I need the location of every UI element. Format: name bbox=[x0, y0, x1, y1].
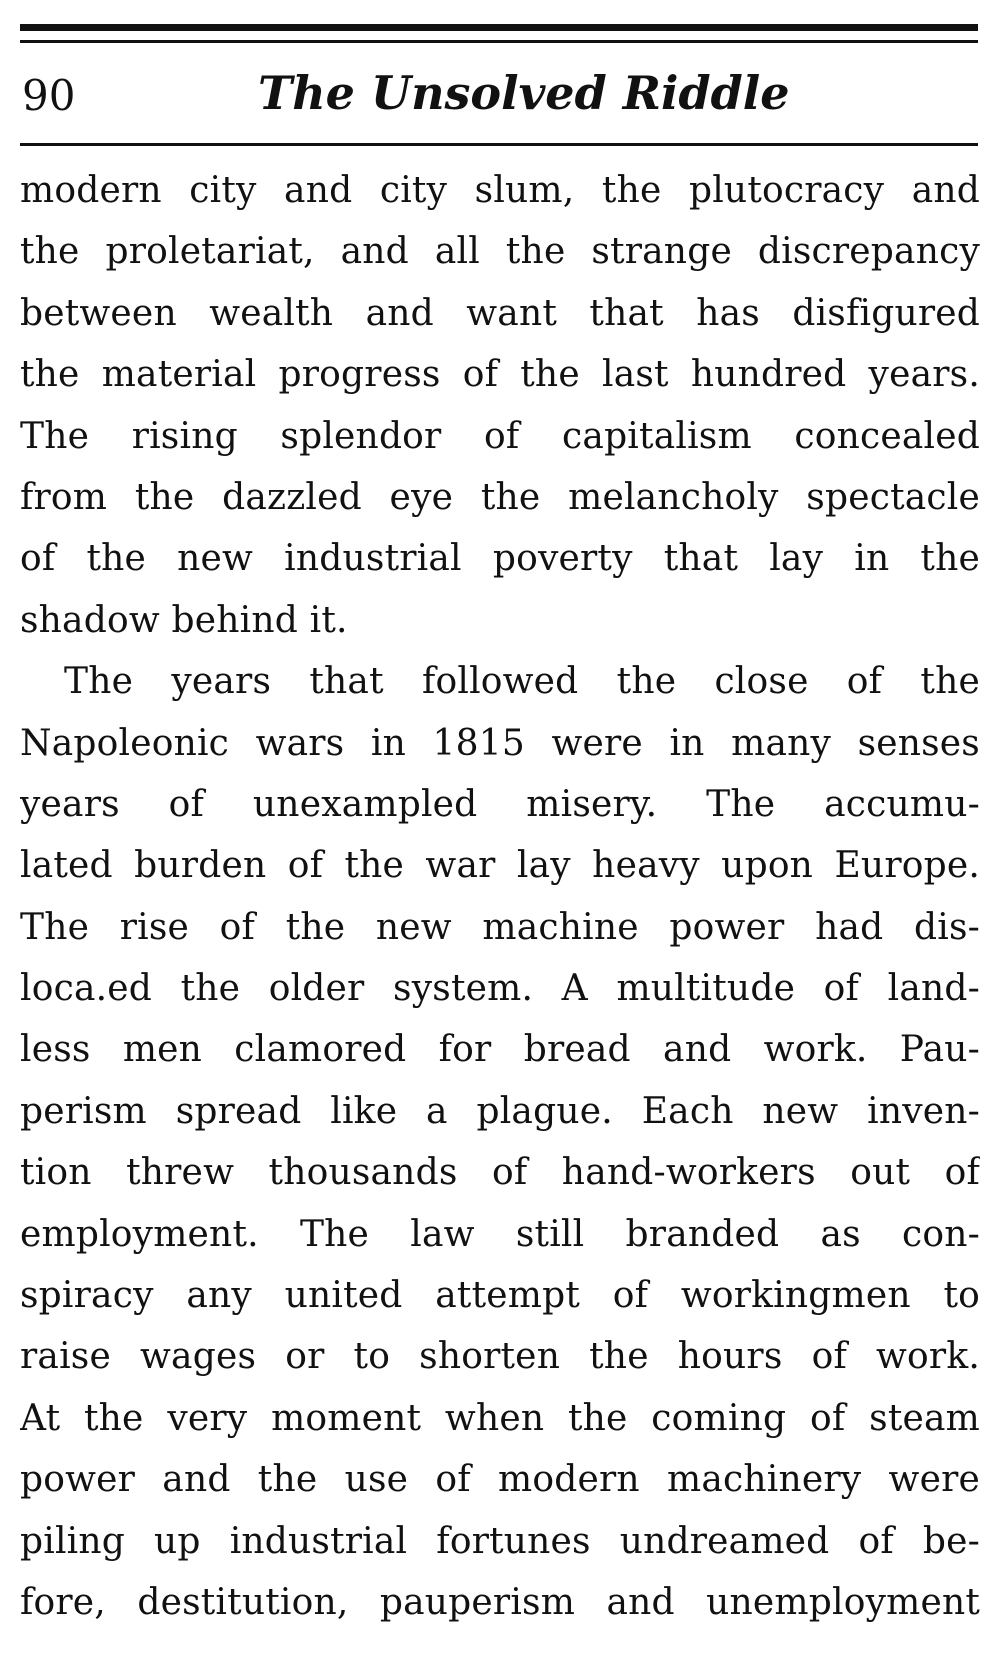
top-rule-thin bbox=[20, 40, 978, 43]
text-line: the proletariat, and all the strange discrepancy bbox=[20, 231, 980, 273]
text-line: The rise of the new machine power had dis- bbox=[20, 906, 980, 948]
text-line: Napoleonic wars in 1815 were in many senses bbox=[20, 722, 980, 764]
body-text bbox=[20, 160, 980, 1633]
text-line: the material progress of the last hundred years. bbox=[20, 354, 980, 396]
page-number: 90 bbox=[22, 71, 76, 120]
text-line: employment. The law still branded as con- bbox=[20, 1213, 980, 1255]
paragraph-2 bbox=[20, 651, 980, 1633]
text-line: lated burden of the war lay heavy upon Europe. bbox=[20, 845, 980, 887]
text-line: shadow behind it. bbox=[20, 599, 348, 641]
text-line: The rising splendor of capitalism concealed bbox=[20, 415, 980, 457]
text-line: At the very moment when the coming of steam bbox=[20, 1397, 980, 1439]
running-head bbox=[22, 62, 980, 132]
text-line: fore, destitution, pauperism and unemployment bbox=[20, 1581, 980, 1623]
text-line: perism spread like a plague. Each new inven- bbox=[20, 1090, 980, 1132]
text-line: raise wages or to shorten the hours of work. bbox=[20, 1336, 980, 1378]
paragraph-1 bbox=[20, 160, 980, 651]
text-line: modern city and city slum, the plutocracy and bbox=[20, 170, 980, 211]
text-line: between wealth and want that has disfigured bbox=[20, 292, 980, 334]
text-line: from the dazzled eye the melancholy spectacle bbox=[20, 476, 980, 518]
text-line: spiracy any united attempt of workingmen to bbox=[20, 1275, 980, 1317]
text-line: piling up industrial fortunes undreamed of be- bbox=[20, 1520, 980, 1562]
top-rule-thick bbox=[20, 24, 978, 31]
text-line: years of unexampled misery. The accumu- bbox=[20, 783, 980, 825]
text-line: loca.ed the older system. A multitude of land- bbox=[20, 968, 980, 1010]
text-line: tion threw thousands of hand-workers out of bbox=[20, 1152, 980, 1194]
text-line: of the new industrial poverty that lay in the bbox=[20, 538, 980, 580]
text-line: power and the use of modern machinery were bbox=[20, 1459, 980, 1501]
running-title: The Unsolved Riddle bbox=[258, 66, 790, 120]
header-rule bbox=[20, 143, 978, 146]
text-line: The years that followed the close of the bbox=[64, 661, 980, 703]
text-line: less men clamored for bread and work. Pau- bbox=[20, 1029, 980, 1071]
